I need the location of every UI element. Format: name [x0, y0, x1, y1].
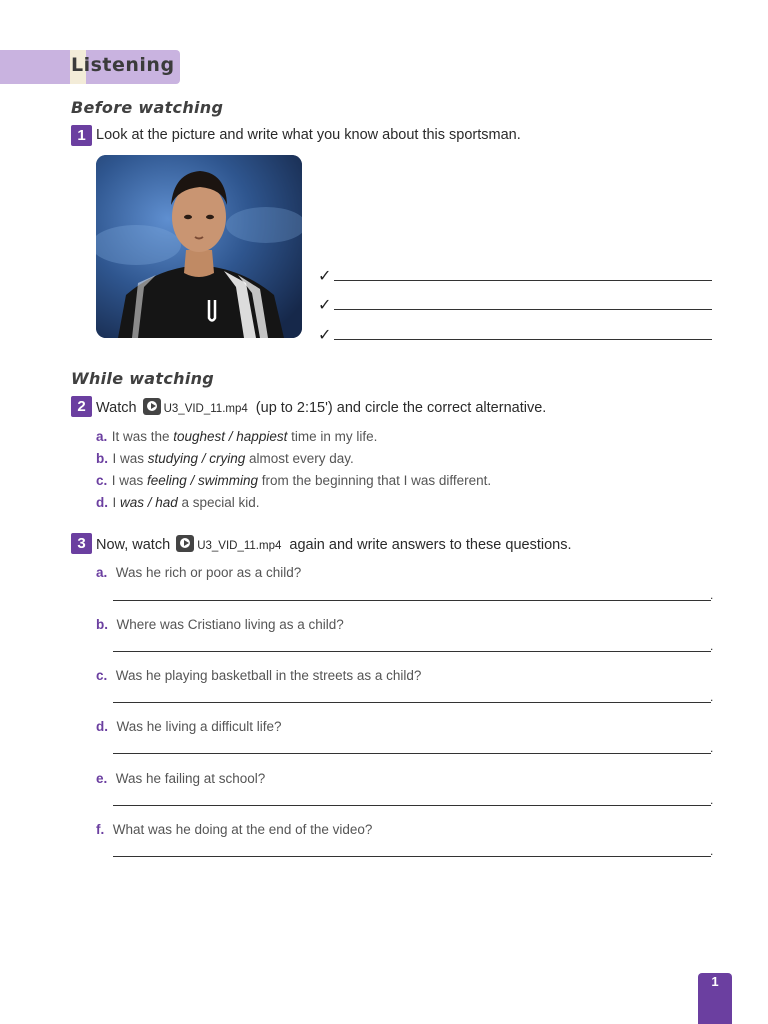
- list-item: d. I was / had a special kid.: [96, 495, 260, 510]
- answer-line[interactable]: [113, 651, 711, 652]
- check-icon: ✓: [318, 327, 332, 344]
- while-watching-heading: While watching: [71, 369, 215, 388]
- answer-line[interactable]: [113, 600, 711, 601]
- choice-options[interactable]: toughest / happiest: [173, 429, 288, 444]
- answer-line-3[interactable]: [334, 339, 712, 340]
- list-item: a. Was he rich or poor as a child?: [96, 565, 302, 580]
- answer-line[interactable]: [113, 805, 711, 806]
- list-item: d. Was he living a difficult life?: [96, 719, 282, 734]
- list-item: f. What was he doing at the end of the video?: [96, 822, 373, 837]
- sportsman-photo: [96, 155, 302, 338]
- exercise-2-instruction: [96, 398, 546, 416]
- answer-line[interactable]: [113, 856, 711, 857]
- choice-options[interactable]: studying / crying: [147, 451, 246, 466]
- choice-options[interactable]: was / had: [119, 495, 178, 510]
- list-item: a. It was the toughest / happiest time in my life.: [96, 429, 378, 444]
- ex2-post: (up to 2:15') and circle the correct alternative.: [255, 400, 547, 416]
- answer-line[interactable]: [113, 753, 711, 754]
- video-play-icon[interactable]: [176, 535, 194, 552]
- exercise-2-number: 2: [71, 396, 92, 417]
- list-item: e. Was he failing at school?: [96, 771, 266, 786]
- exercise-1-number: 1: [71, 125, 92, 146]
- check-icon: ✓: [318, 297, 332, 314]
- section-title: Listening: [71, 54, 175, 76]
- ex2-pre: Watch: [96, 400, 137, 416]
- list-item: b. I was studying / crying almost every day.: [96, 451, 354, 466]
- answer-line-2[interactable]: [334, 309, 712, 310]
- ex3-post: again and write answers to these questions.: [289, 537, 572, 553]
- answer-line-1[interactable]: [334, 280, 712, 281]
- choice-options[interactable]: feeling / swimming: [146, 473, 259, 488]
- before-watching-heading: Before watching: [71, 98, 224, 117]
- exercise-3-instruction: [96, 535, 572, 553]
- page-number: 1: [698, 973, 732, 1024]
- exercise-1-instruction: Look at the picture and write what you know about this sportsman.: [96, 127, 521, 143]
- sportsman-illustration: [96, 155, 302, 338]
- video-play-icon[interactable]: [143, 398, 161, 415]
- check-icon: ✓: [318, 268, 332, 285]
- ex3-pre: Now, watch: [96, 537, 171, 553]
- video-link[interactable]: U3_VID_11.mp4: [163, 403, 248, 415]
- answer-line[interactable]: [113, 702, 711, 703]
- list-item: c. I was feeling / swimming from the beginning that I was different.: [96, 473, 492, 488]
- list-item: b. Where was Cristiano living as a child?: [96, 617, 344, 632]
- video-link[interactable]: U3_VID_11.mp4: [197, 540, 282, 552]
- list-item: c. Was he playing basketball in the streets as a child?: [96, 668, 422, 683]
- exercise-3-number: 3: [71, 533, 92, 554]
